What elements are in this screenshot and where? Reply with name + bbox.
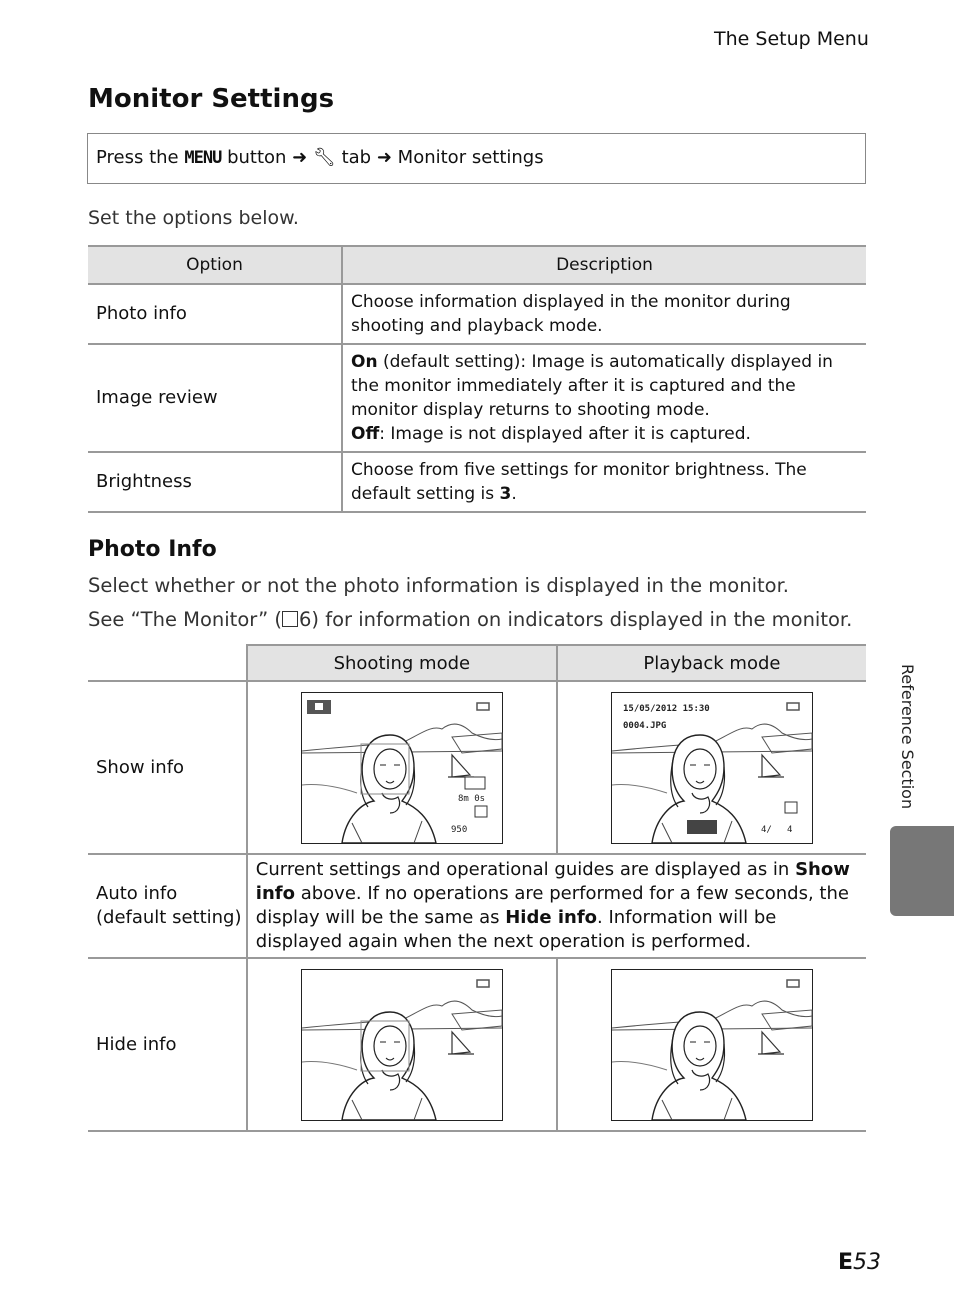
- arrow-right-icon: ➜: [292, 147, 308, 168]
- path-press: Press the: [96, 147, 179, 168]
- capture-date: 15/05/2012 15:30: [622, 703, 710, 714]
- timecode: 8m 0s: [457, 793, 485, 804]
- arrow-right-icon: ➜: [376, 147, 392, 168]
- option-name: Photo info: [88, 284, 342, 344]
- monitor-screenshot: [611, 969, 813, 1121]
- monitor-screenshot: [301, 692, 503, 844]
- option-desc: Choose from five settings for monitor brightness. The default setting is 3.: [342, 452, 866, 512]
- col-shooting-mode: Shooting mode: [247, 645, 557, 681]
- frame-total: 4: [786, 824, 793, 835]
- book-reference-icon: [282, 611, 298, 627]
- playback-hide-info-image: [557, 958, 866, 1131]
- auto-info-desc: Current settings and operational guides are displayed as in Show info above. If no operations are performed for a few seconds, the display will be the same as Hide info. Information will be displayed again when the next operation is performed.: [247, 854, 866, 958]
- col-playback-mode: Playback mode: [557, 645, 866, 681]
- row-label: Auto info (default setting): [88, 854, 247, 958]
- path-target: Monitor settings: [397, 147, 544, 168]
- corner-cell: [88, 645, 247, 681]
- options-table: [88, 245, 866, 513]
- row-label: Hide info: [88, 958, 247, 1131]
- option-desc: Choose information displayed in the monitor during shooting and playback mode.: [342, 284, 866, 344]
- option-desc: On (default setting): Image is automatically displayed in the monitor immediately after it is captured and the monitor display returns to shooting mode. Off: Image is not displayed after it is captured.: [342, 344, 866, 452]
- row-label: Show info: [88, 681, 247, 854]
- shooting-show-info-image: [247, 681, 557, 854]
- section-para: Select whether or not the photo information is displayed in the monitor.: [88, 574, 790, 597]
- menu-path-box: [87, 133, 866, 184]
- path-tab: tab: [341, 147, 372, 168]
- col-option: Option: [88, 246, 342, 284]
- menu-button-label: MENU: [184, 148, 222, 168]
- col-description: Description: [342, 246, 866, 284]
- option-name: Brightness: [88, 452, 342, 512]
- page-title: Monitor Settings: [88, 84, 335, 114]
- section-heading: Photo Info: [88, 537, 217, 562]
- running-header: The Setup Menu: [714, 28, 869, 50]
- section-side-label: Reference Section: [898, 664, 917, 810]
- option-name: Image review: [88, 344, 342, 452]
- section-para: See “The Monitor” ( 6) for information on indicators displayed in the monitor.: [88, 608, 853, 631]
- page-number: E53: [838, 1250, 882, 1275]
- monitor-screenshot: [611, 692, 813, 844]
- photo-info-table: [88, 644, 866, 1132]
- wrench-icon: 🔧︎: [313, 147, 336, 168]
- intro-text: Set the options below.: [88, 207, 299, 229]
- shooting-hide-info-image: [247, 958, 557, 1131]
- section-thumb-tab: [890, 826, 954, 916]
- playback-show-info-image: [557, 681, 866, 854]
- monitor-screenshot: [301, 969, 503, 1121]
- file-name: 0004.JPG: [622, 720, 667, 731]
- frame-number: 4/: [760, 824, 772, 835]
- exposure-count: 950: [450, 824, 468, 835]
- path-button: button: [227, 147, 287, 168]
- reference-e-icon: E: [838, 1250, 854, 1275]
